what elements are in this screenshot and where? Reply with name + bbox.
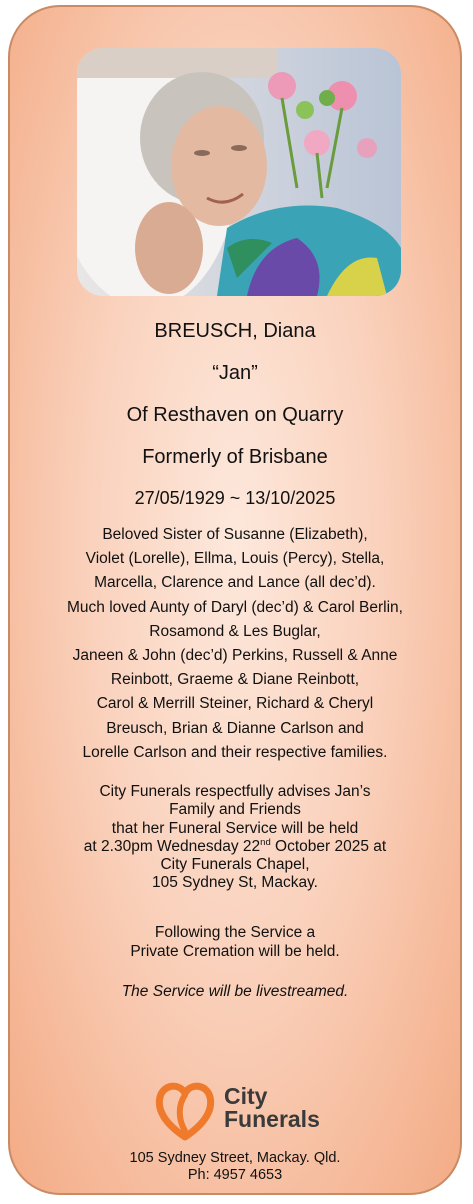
service-line: City Funerals Chapel, [160, 856, 310, 874]
service-date-line [10, 838, 460, 856]
portrait-illustration [77, 48, 401, 296]
footer-contact [10, 1150, 460, 1184]
following-service-text [10, 924, 460, 961]
obituary-card [8, 5, 462, 1195]
tribute-line: Breusch, Brian & Dianne Carlson and [106, 719, 364, 737]
tribute-line: Lorelle Carlson and their respective families. [82, 743, 388, 761]
service-details [10, 783, 460, 893]
tribute-line: Rosamond & Les Buglar, [149, 622, 321, 640]
tribute-line: Beloved Sister of Susanne (Elizabeth), [102, 526, 368, 543]
following-line: Private Cremation will be held. [130, 942, 340, 960]
footer-address: 105 Sydney Street, Mackay. Qld. [129, 1150, 341, 1166]
portrait-photo [77, 48, 401, 296]
livestream-note: The Service will be livestreamed. [121, 983, 349, 1000]
logo-word-funerals: Funerals [224, 1106, 320, 1132]
footer-phone: Ph: 4957 4653 [187, 1167, 283, 1183]
service-date-pre: at 2.30pm Wednesday 22 [83, 837, 261, 855]
tribute-line: Carol & Merrill Steiner, Richard & Cheryl [96, 695, 374, 713]
deceased-nickname: “Jan” [212, 362, 258, 384]
logo-word-city: City [224, 1083, 268, 1109]
logo-wordmark [224, 1085, 320, 1131]
following-line: Following the Service a [154, 924, 316, 941]
service-date-post: October 2025 at [270, 837, 387, 855]
tribute-text [10, 523, 460, 765]
city-funerals-logo [150, 1075, 350, 1145]
tribute-line: Reinbott, Graeme & Diane Reinbott, [110, 671, 360, 689]
tribute-line: Violet (Lorelle), Ellma, Louis (Percy), Stella, [85, 550, 385, 568]
service-line: 105 Sydney St, Mackay. [152, 874, 318, 892]
ordinal-suffix: nd [260, 836, 271, 848]
service-line: Family and Friends [169, 801, 301, 819]
residence-line: Of Resthaven on Quarry [126, 404, 344, 426]
service-line: that her Funeral Service will be held [111, 819, 359, 837]
formerly-line: Formerly of Brisbane [142, 446, 328, 468]
heart-logo-icon [154, 1079, 216, 1141]
deceased-name: BREUSCH, Diana [154, 320, 316, 342]
life-dates: 27/05/1929 ~ 13/10/2025 [134, 488, 336, 508]
tribute-line: Janeen & John (dec’d) Perkins, Russell & Anne [72, 647, 398, 665]
tribute-line: Much loved Aunty of Daryl (dec’d) & Carol Berlin, [67, 598, 403, 616]
service-line: City Funerals respectfully advises Jan’s [99, 783, 371, 800]
tribute-line: Marcella, Clarence and Lance (all dec’d). [94, 574, 376, 592]
